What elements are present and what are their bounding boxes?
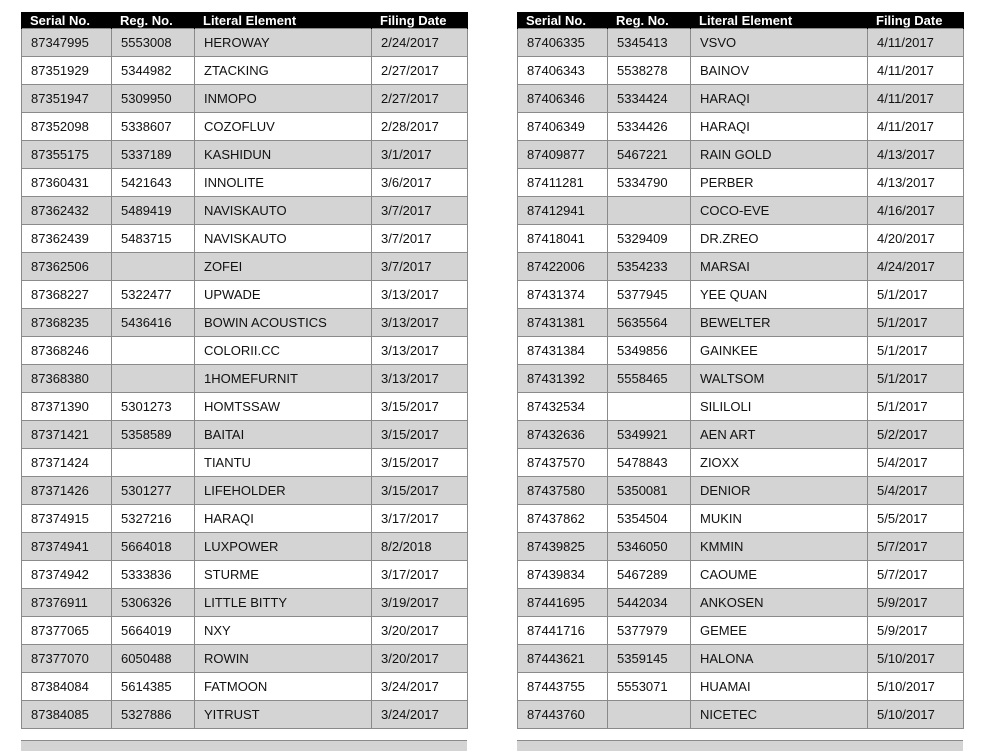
filing-date-cell: 5/1/2017 [868,365,964,393]
reg-no-cell: 6050488 [112,645,195,673]
literal-element-cell: HALONA [691,645,868,673]
literal-element-cell: BAINOV [691,57,868,85]
literal-element-cell: MUKIN [691,505,868,533]
filing-date-cell: 2/24/2017 [372,29,468,57]
serial-no-cell: 87431381 [518,309,608,337]
table-row [22,533,468,561]
literal-element-cell: DR.ZREO [691,225,868,253]
literal-element-cell: HUAMAI [691,673,868,701]
literal-element-cell: INMOPO [195,85,372,113]
table-header-row [518,12,964,29]
literal-element-cell: COCO-EVE [691,197,868,225]
filing-date-cell: 5/10/2017 [868,701,964,729]
table-row [518,141,964,169]
reg-no-cell: 5553008 [112,29,195,57]
serial-no-cell: 87441695 [518,589,608,617]
header-serial-no: Serial No. [518,12,608,29]
filing-date-cell: 2/28/2017 [372,113,468,141]
filing-date-cell: 2/27/2017 [372,57,468,85]
literal-element-cell: LIFEHOLDER [195,477,372,505]
serial-no-cell: 87355175 [22,141,112,169]
serial-no-cell: 87443621 [518,645,608,673]
table-row [518,29,964,57]
table-row [518,113,964,141]
reg-no-cell [112,449,195,477]
filing-date-cell: 4/24/2017 [868,253,964,281]
reg-no-cell: 5333836 [112,561,195,589]
filing-date-cell: 3/19/2017 [372,589,468,617]
serial-no-cell: 87374915 [22,505,112,533]
filing-date-cell: 5/1/2017 [868,309,964,337]
filing-date-cell: 3/15/2017 [372,393,468,421]
table-row [518,477,964,505]
filing-date-cell: 3/13/2017 [372,281,468,309]
reg-no-cell [608,393,691,421]
literal-element-cell: ROWIN [195,645,372,673]
reg-no-cell: 5354233 [608,253,691,281]
serial-no-cell: 87422006 [518,253,608,281]
serial-no-cell: 87371426 [22,477,112,505]
serial-no-cell: 87362506 [22,253,112,281]
filing-date-cell: 4/20/2017 [868,225,964,253]
table-row [22,113,468,141]
literal-element-cell: ZOFEI [195,253,372,281]
serial-no-cell: 87376911 [22,589,112,617]
reg-no-cell: 5489419 [112,197,195,225]
serial-no-cell: 87384084 [22,673,112,701]
table-row [22,337,468,365]
table-row [22,141,468,169]
serial-no-cell: 87384085 [22,701,112,729]
table-row [22,393,468,421]
header-literal-element: Literal Element [691,12,868,29]
reg-no-cell: 5327886 [112,701,195,729]
serial-no-cell: 87368235 [22,309,112,337]
filing-date-cell: 5/2/2017 [868,421,964,449]
filing-date-cell: 3/24/2017 [372,701,468,729]
reg-no-cell [112,253,195,281]
filing-date-cell: 3/1/2017 [372,141,468,169]
table-row [22,197,468,225]
serial-no-cell: 87374941 [22,533,112,561]
table-row [518,57,964,85]
serial-no-cell: 87351947 [22,85,112,113]
table-row [518,617,964,645]
serial-no-cell: 87418041 [518,225,608,253]
filing-date-cell: 3/7/2017 [372,253,468,281]
literal-element-cell: NXY [195,617,372,645]
reg-no-cell: 5359145 [608,645,691,673]
literal-element-cell: ZTACKING [195,57,372,85]
table-row [518,701,964,729]
table-row [22,85,468,113]
literal-element-cell: CAOUME [691,561,868,589]
header-reg-no: Reg. No. [112,12,195,29]
literal-element-cell: HOMTSSAW [195,393,372,421]
table-row [518,533,964,561]
serial-no-cell: 87431374 [518,281,608,309]
serial-no-cell: 87362439 [22,225,112,253]
filing-date-cell: 4/13/2017 [868,141,964,169]
table-row [518,253,964,281]
header-reg-no: Reg. No. [608,12,691,29]
table-row [518,505,964,533]
reg-no-cell: 5329409 [608,225,691,253]
filing-date-cell: 3/13/2017 [372,309,468,337]
literal-element-cell: YEE QUAN [691,281,868,309]
literal-element-cell: GEMEE [691,617,868,645]
table-row [518,589,964,617]
table-row [22,309,468,337]
literal-element-cell: LITTLE BITTY [195,589,372,617]
reg-no-cell: 5354504 [608,505,691,533]
literal-element-cell: NICETEC [691,701,868,729]
filing-date-cell: 4/11/2017 [868,113,964,141]
serial-no-cell: 87406343 [518,57,608,85]
filing-date-cell: 4/11/2017 [868,85,964,113]
serial-no-cell: 87439834 [518,561,608,589]
serial-no-cell: 87362432 [22,197,112,225]
reg-no-cell: 5301277 [112,477,195,505]
table-row [22,701,468,729]
serial-no-cell: 87441716 [518,617,608,645]
trademark-table-right [517,12,964,729]
table-row [22,169,468,197]
reg-no-cell: 5345413 [608,29,691,57]
reg-no-cell: 5346050 [608,533,691,561]
serial-no-cell: 87443760 [518,701,608,729]
reg-no-cell [608,197,691,225]
header-literal-element: Literal Element [195,12,372,29]
table-row [22,29,468,57]
serial-no-cell: 87377070 [22,645,112,673]
literal-element-cell: SILILOLI [691,393,868,421]
header-filing-date: Filing Date [868,12,964,29]
serial-no-cell: 87431392 [518,365,608,393]
reg-no-cell: 5483715 [112,225,195,253]
table-row [518,281,964,309]
serial-no-cell: 87411281 [518,169,608,197]
literal-element-cell: BAITAI [195,421,372,449]
serial-no-cell: 87432534 [518,393,608,421]
filing-date-cell: 2/27/2017 [372,85,468,113]
reg-no-cell: 5334426 [608,113,691,141]
reg-no-cell: 5377979 [608,617,691,645]
literal-element-cell: WALTSOM [691,365,868,393]
reg-no-cell: 5334424 [608,85,691,113]
reg-no-cell: 5334790 [608,169,691,197]
serial-no-cell: 87409877 [518,141,608,169]
table-row [518,337,964,365]
filing-date-cell: 3/17/2017 [372,561,468,589]
table-row-cutoff-left [21,740,467,751]
reg-no-cell [112,337,195,365]
reg-no-cell: 5467221 [608,141,691,169]
reg-no-cell [608,701,691,729]
reg-no-cell: 5338607 [112,113,195,141]
literal-element-cell: NAVISKAUTO [195,197,372,225]
filing-date-cell: 5/1/2017 [868,281,964,309]
table-row [22,57,468,85]
table-row [22,617,468,645]
literal-element-cell: KMMIN [691,533,868,561]
filing-date-cell: 5/7/2017 [868,561,964,589]
filing-date-cell: 4/11/2017 [868,57,964,85]
reg-no-cell: 5442034 [608,589,691,617]
serial-no-cell: 87412941 [518,197,608,225]
filing-date-cell: 8/2/2018 [372,533,468,561]
reg-no-cell: 5635564 [608,309,691,337]
table-row [22,645,468,673]
reg-no-cell: 5664019 [112,617,195,645]
filing-date-cell: 5/7/2017 [868,533,964,561]
table-row-cutoff-right [517,740,963,751]
serial-no-cell: 87368246 [22,337,112,365]
literal-element-cell: FATMOON [195,673,372,701]
filing-date-cell: 3/20/2017 [372,617,468,645]
serial-no-cell: 87352098 [22,113,112,141]
reg-no-cell: 5538278 [608,57,691,85]
filing-date-cell: 5/1/2017 [868,393,964,421]
serial-no-cell: 87437580 [518,477,608,505]
serial-no-cell: 87406335 [518,29,608,57]
reg-no-cell: 5322477 [112,281,195,309]
reg-no-cell: 5436416 [112,309,195,337]
filing-date-cell: 3/13/2017 [372,337,468,365]
reg-no-cell: 5301273 [112,393,195,421]
filing-date-cell: 5/4/2017 [868,477,964,505]
reg-no-cell: 5553071 [608,673,691,701]
serial-no-cell: 87437862 [518,505,608,533]
literal-element-cell: HARAQI [691,113,868,141]
table-row [518,421,964,449]
header-filing-date: Filing Date [372,12,468,29]
serial-no-cell: 87432636 [518,421,608,449]
literal-element-cell: RAIN GOLD [691,141,868,169]
filing-date-cell: 3/15/2017 [372,421,468,449]
serial-no-cell: 87443755 [518,673,608,701]
filing-date-cell: 4/13/2017 [868,169,964,197]
filing-date-cell: 3/17/2017 [372,505,468,533]
table-row [22,477,468,505]
literal-element-cell: TIANTU [195,449,372,477]
table-row [518,645,964,673]
literal-element-cell: 1HOMEFURNIT [195,365,372,393]
serial-no-cell: 87371390 [22,393,112,421]
reg-no-cell: 5349856 [608,337,691,365]
filing-date-cell: 4/11/2017 [868,29,964,57]
literal-element-cell: HEROWAY [195,29,372,57]
filing-date-cell: 3/13/2017 [372,365,468,393]
serial-no-cell: 87371421 [22,421,112,449]
reg-no-cell [112,365,195,393]
literal-element-cell: ANKOSEN [691,589,868,617]
filing-date-cell: 3/24/2017 [372,673,468,701]
table-body-right [518,29,964,729]
reg-no-cell: 5614385 [112,673,195,701]
serial-no-cell: 87377065 [22,617,112,645]
filing-date-cell: 3/7/2017 [372,197,468,225]
table-row [22,561,468,589]
literal-element-cell: DENIOR [691,477,868,505]
filing-date-cell: 4/16/2017 [868,197,964,225]
serial-no-cell: 87368227 [22,281,112,309]
serial-no-cell: 87437570 [518,449,608,477]
literal-element-cell: PERBER [691,169,868,197]
filing-date-cell: 5/9/2017 [868,589,964,617]
filing-date-cell: 5/10/2017 [868,673,964,701]
literal-element-cell: YITRUST [195,701,372,729]
literal-element-cell: KASHIDUN [195,141,372,169]
literal-element-cell: COZOFLUV [195,113,372,141]
literal-element-cell: GAINKEE [691,337,868,365]
table-row [518,365,964,393]
table-row [518,561,964,589]
table-row [518,169,964,197]
table-row [22,253,468,281]
table-row [518,449,964,477]
serial-no-cell: 87406349 [518,113,608,141]
table-row [22,673,468,701]
literal-element-cell: COLORII.CC [195,337,372,365]
table-row [22,421,468,449]
serial-no-cell: 87368380 [22,365,112,393]
table-row [518,197,964,225]
reg-no-cell: 5664018 [112,533,195,561]
filing-date-cell: 3/15/2017 [372,449,468,477]
serial-no-cell: 87374942 [22,561,112,589]
serial-no-cell: 87371424 [22,449,112,477]
filing-date-cell: 5/9/2017 [868,617,964,645]
literal-element-cell: STURME [195,561,372,589]
serial-no-cell: 87347995 [22,29,112,57]
filing-date-cell: 3/7/2017 [372,225,468,253]
reg-no-cell: 5349921 [608,421,691,449]
reg-no-cell: 5350081 [608,477,691,505]
filing-date-cell: 5/10/2017 [868,645,964,673]
reg-no-cell: 5344982 [112,57,195,85]
literal-element-cell: MARSAI [691,253,868,281]
table-row [518,85,964,113]
literal-element-cell: UPWADE [195,281,372,309]
literal-element-cell: BEWELTER [691,309,868,337]
reg-no-cell: 5337189 [112,141,195,169]
literal-element-cell: HARAQI [195,505,372,533]
table-header-row [22,12,468,29]
reg-no-cell: 5358589 [112,421,195,449]
literal-element-cell: HARAQI [691,85,868,113]
serial-no-cell: 87439825 [518,533,608,561]
filing-date-cell: 5/1/2017 [868,337,964,365]
literal-element-cell: VSVO [691,29,868,57]
literal-element-cell: ZIOXX [691,449,868,477]
literal-element-cell: LUXPOWER [195,533,372,561]
header-serial-no: Serial No. [22,12,112,29]
reg-no-cell: 5327216 [112,505,195,533]
serial-no-cell: 87360431 [22,169,112,197]
table-row [22,281,468,309]
literal-element-cell: INNOLITE [195,169,372,197]
reg-no-cell: 5467289 [608,561,691,589]
table-row [518,225,964,253]
literal-element-cell: NAVISKAUTO [195,225,372,253]
table-row [22,365,468,393]
serial-no-cell: 87406346 [518,85,608,113]
reg-no-cell: 5306326 [112,589,195,617]
filing-date-cell: 3/15/2017 [372,477,468,505]
trademark-table-left [21,12,468,729]
filing-date-cell: 5/4/2017 [868,449,964,477]
reg-no-cell: 5377945 [608,281,691,309]
reg-no-cell: 5558465 [608,365,691,393]
filing-date-cell: 3/20/2017 [372,645,468,673]
table-row [518,673,964,701]
filing-date-cell: 3/6/2017 [372,169,468,197]
reg-no-cell: 5309950 [112,85,195,113]
literal-element-cell: AEN ART [691,421,868,449]
table-row [22,449,468,477]
literal-element-cell: BOWIN ACOUSTICS [195,309,372,337]
table-row [518,309,964,337]
table-row [22,589,468,617]
reg-no-cell: 5421643 [112,169,195,197]
table-body-left [22,29,468,729]
serial-no-cell: 87351929 [22,57,112,85]
reg-no-cell: 5478843 [608,449,691,477]
table-row [22,225,468,253]
table-row [22,505,468,533]
filing-date-cell: 5/5/2017 [868,505,964,533]
serial-no-cell: 87431384 [518,337,608,365]
table-row [518,393,964,421]
